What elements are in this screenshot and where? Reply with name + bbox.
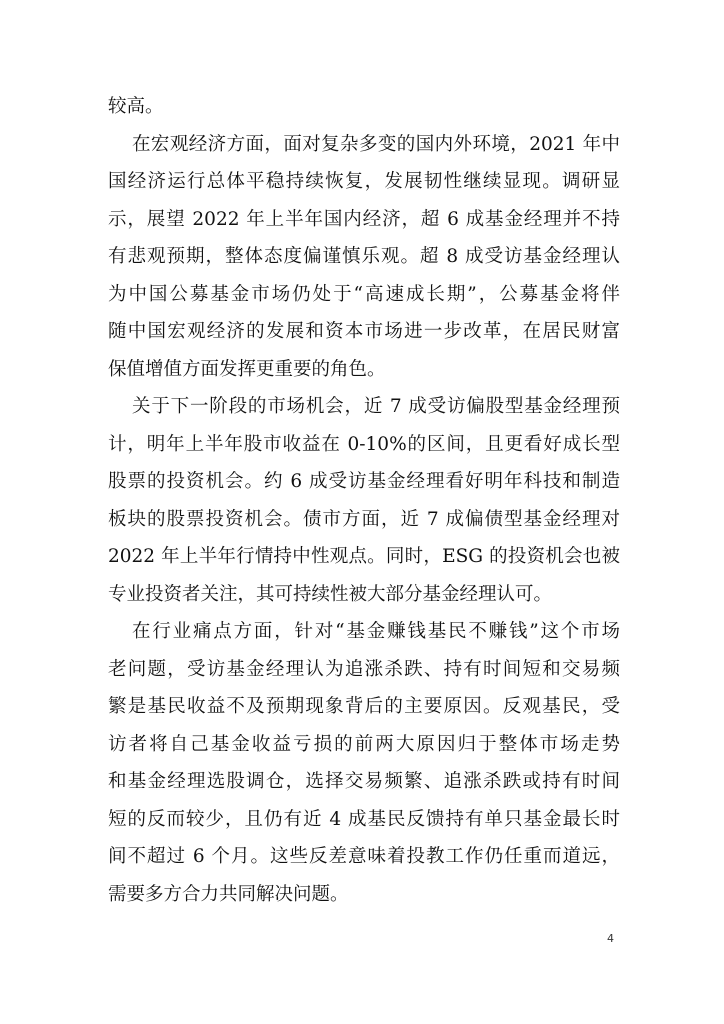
- paragraph-line: 在宏观经济方面，面对复杂多变的国内外环境，2021 年中: [132, 133, 620, 155]
- paragraph-line: 需要多方合力共同解决问题。: [108, 883, 349, 905]
- paragraph-line: 保值增值方面发挥更重要的角色。: [108, 358, 386, 380]
- paragraph-line: 随中国宏观经济的发展和资本市场进一步改革，在居民财富: [108, 321, 620, 342]
- paragraph-line: 短的反而较少，且仍有近 4 成基民反馈持有单只基金最长时: [108, 808, 620, 830]
- paragraph-line: 间不超过 6 个月。这些反差意味着投教工作仍任重而道远，: [108, 846, 620, 867]
- paragraph-line: 示，展望 2022 年上半年国内经济，超 6 成基金经理并不持: [108, 208, 620, 230]
- paragraph-line: 老问题，受访基金经理认为追涨杀跌、持有时间短和交易频: [108, 658, 620, 680]
- paragraph-line: 较高。: [108, 96, 164, 117]
- page-number: 4: [607, 932, 614, 945]
- paragraph-line: 在行业痛点方面，针对“基金赚钱基民不赚钱”这个市场: [132, 621, 620, 642]
- paragraph-line: 国经济运行总体平稳持续恢复，发展韧性继续显现。调研显: [108, 171, 620, 192]
- paragraph-line: 关于下一阶段的市场机会，近 7 成受访偏股型基金经理预: [132, 396, 620, 417]
- paragraph-line: 访者将自己基金收益亏损的前两大原因归于整体市场走势: [108, 733, 620, 755]
- paragraph-line: 2022 年上半年行情持中性观点。同时，ESG 的投资机会也被: [108, 546, 620, 567]
- paragraph-line: 股票的投资机会。约 6 成受访基金经理看好明年科技和制造: [108, 471, 620, 492]
- body-text: [108, 88, 620, 913]
- paragraph-line: 有悲观预期，整体态度偏谨慎乐观。超 8 成受访基金经理认: [108, 246, 620, 267]
- paragraph-line: 为中国公募基金市场仍处于“高速成长期”，公募基金将伴: [108, 283, 620, 305]
- paragraph-line: 和基金经理选股调仓，选择交易频繁、追涨杀跌或持有时间: [108, 771, 620, 792]
- paragraph-line: 繁是基民收益不及预期现象背后的主要原因。反观基民，受: [108, 696, 620, 717]
- paragraph-line: 板块的股票投资机会。债市方面，近 7 成偏债型基金经理对: [108, 508, 620, 530]
- paragraph-line: 计，明年上半年股市收益在 0-10%的区间，且更看好成长型: [108, 433, 620, 455]
- paragraph-line: 专业投资者关注，其可持续性被大部分基金经理认可。: [108, 583, 553, 605]
